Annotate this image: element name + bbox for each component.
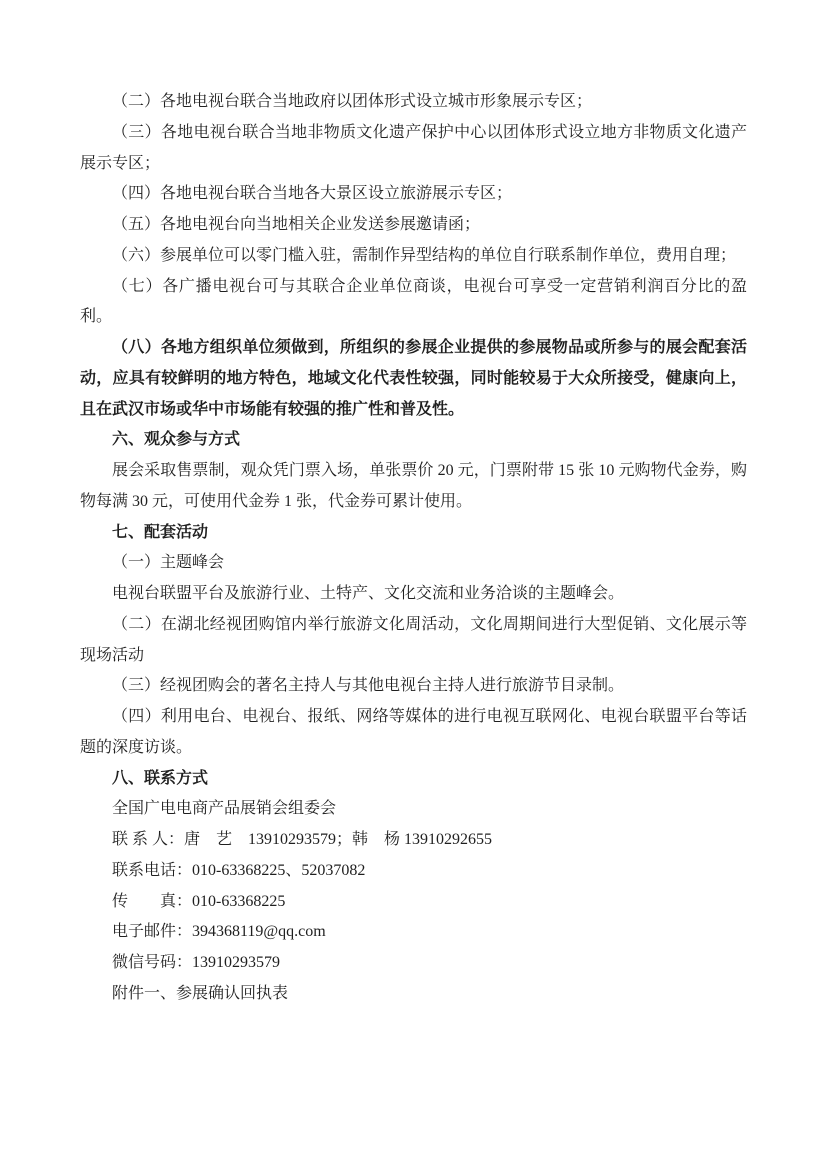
contact-wechat: 微信号码：13910293579 bbox=[112, 954, 281, 971]
contact-organizer: 全国广电电商产品展销会组委会 bbox=[112, 800, 337, 818]
rule-item-4: （四）各地电视台联合当地各大景区设立旅游展示专区； bbox=[112, 185, 513, 203]
contact-person: 联 系 人：唐 艺 13910293579；韩 杨 13910292655 bbox=[112, 831, 493, 848]
rule-item-3: （三）各地电视台联合当地非物质文化遗产保护中心以团体形式设立地方非物质文化遗产展示专区； bbox=[80, 123, 747, 172]
rule-item-5: （五）各地电视台向当地相关企业发送参展邀请函； bbox=[112, 216, 481, 233]
audience-ticketing-paragraph: 展会采取售票制，观众凭门票入场，单张票价 20 元，门票附带 15 张 10 元购物代金券，购物每满 30 元，可使用代金券 1 张，代金券可累计使用。 bbox=[80, 462, 747, 510]
rule-item-8: （八）各地方组织单位须做到，所组织的参展企业提供的参展物品或所参与的展会配套活动，应具有较鲜明的地方特色，地域文化代表性较强，同时能较易于大众所接受，健康向上，且在武汉市场或华中市场能有较强的推广性和普及性。 bbox=[80, 339, 747, 418]
section-heading-activities: 七、配套活动 bbox=[112, 523, 209, 541]
contact-email: 电子邮件：394368119@qq.com bbox=[112, 923, 326, 941]
activity-3: （三）经视团购会的著名主持人与其他电视台主持人进行旅游节目录制。 bbox=[112, 677, 625, 695]
activity-2: （二）在湖北经视团购馆内举行旅游文化周活动，文化周期间进行大型促销、文化展示等现场活动 bbox=[80, 615, 747, 664]
contact-phone: 联系电话：010-63368225、52037082 bbox=[112, 861, 366, 879]
activity-1-description: 电视台联盟平台及旅游行业、土特产、文化交流和业务洽谈的主题峰会。 bbox=[112, 585, 625, 602]
rule-item-6: （六）参展单位可以零门槛入驻，需制作异型结构的单位自行联系制作单位，费用自理； bbox=[112, 246, 737, 264]
rule-item-7: （七）各广播电视台可与其联合企业单位商谈，电视台可享受一定营销利润百分比的盈利。 bbox=[80, 277, 747, 326]
section-heading-audience: 六、观众参与方式 bbox=[112, 431, 241, 449]
document-body bbox=[80, 87, 747, 1010]
contact-fax: 传 真：010-63368225 bbox=[112, 892, 286, 910]
rule-item-2: （二）各地电视台联合当地政府以团体形式设立城市形象展示专区； bbox=[112, 93, 593, 110]
section-heading-contact: 八、联系方式 bbox=[112, 769, 209, 787]
attachment-note: 附件一、参展确认回执表 bbox=[112, 984, 289, 1002]
activity-1-title: （一）主题峰会 bbox=[112, 554, 225, 572]
activity-4: （四）利用电台、电视台、报纸、网络等媒体的进行电视互联网化、电视台联盟平台等话题的深度访谈。 bbox=[80, 708, 747, 756]
